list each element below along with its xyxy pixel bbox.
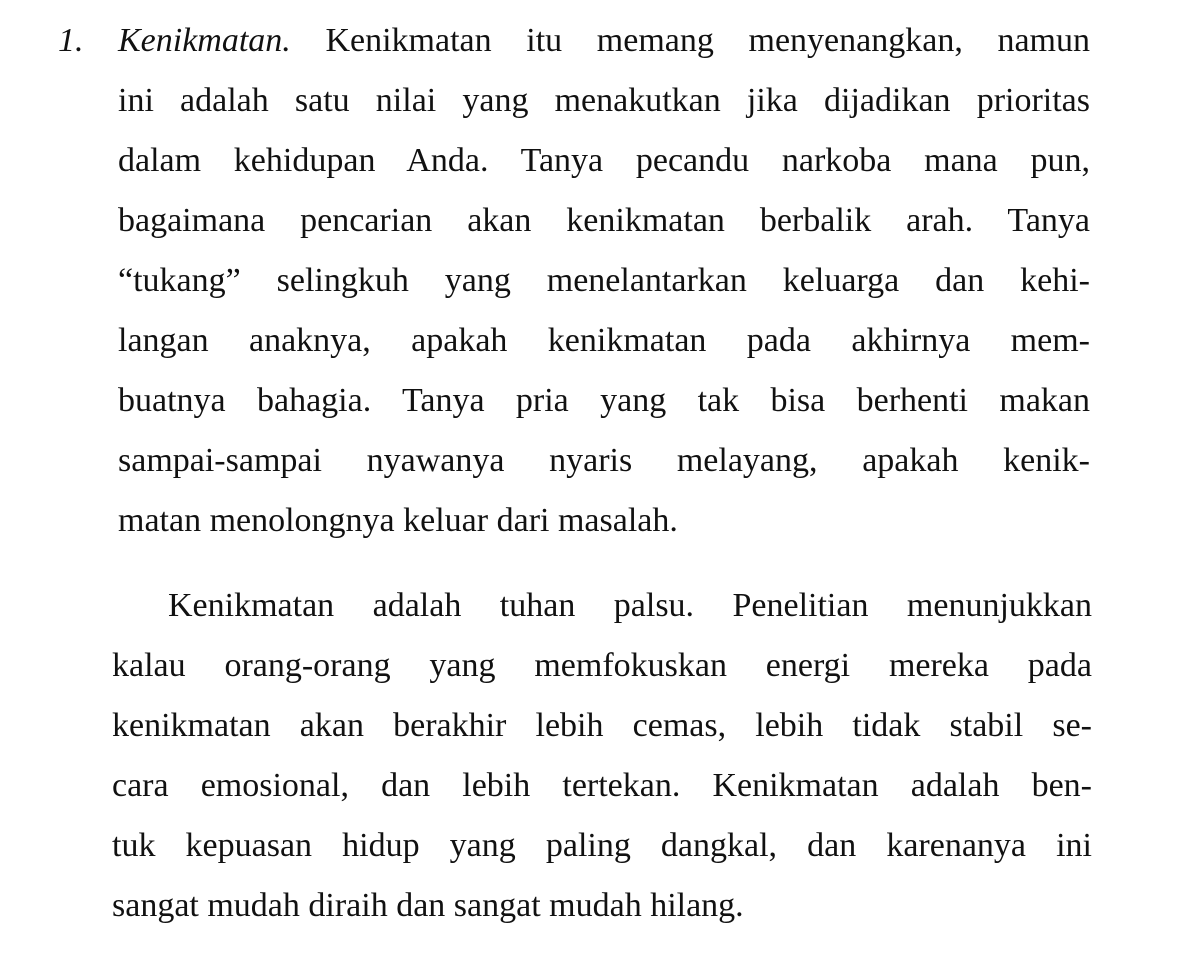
term-heading: Kenikmatan. xyxy=(118,22,291,59)
paragraph-line: tuk kepuasan hidup yang paling dangkal, dan karenanya ini xyxy=(112,827,1092,864)
paragraph-line: ini adalah satu nilai yang menakutkan jika dijadikan prioritas xyxy=(118,82,1090,119)
paragraph-line: kalau orang-orang yang memfokuskan energi mereka pada xyxy=(112,647,1092,684)
first-line-text: Kenikmatan itu memang menyenangkan, namun xyxy=(290,22,1090,59)
paragraph-tuhan-palsu xyxy=(112,583,1092,943)
paragraph-line: langan anaknya, apakah kenikmatan pada akhirnya mem- xyxy=(118,322,1090,359)
paragraph-line: buatnya bahagia. Tanya pria yang tak bisa berhenti makan xyxy=(118,382,1090,419)
paragraph-line: matan menolongnya keluar dari masalah. xyxy=(118,502,678,539)
paragraph-line: “tukang” selingkuh yang menelantarkan keluarga dan kehi- xyxy=(118,262,1090,299)
paragraph-line: sampai-sampai nyawanya nyaris melayang, apakah kenik- xyxy=(118,442,1090,479)
paragraph-line: bagaimana pencarian akan kenikmatan berbalik arah. Tanya xyxy=(118,202,1090,239)
paragraph-line: dalam kehidupan Anda. Tanya pecandu narkoba mana pun, xyxy=(118,142,1090,179)
paragraph-kenikmatan xyxy=(118,18,1090,558)
paragraph-line: Kenikmatan adalah tuhan palsu. Penelitian menunjukkan xyxy=(168,587,1092,624)
paragraph-line: cara emosional, dan lebih tertekan. Kenikmatan adalah ben- xyxy=(112,767,1092,804)
paragraph-line: sangat mudah diraih dan sangat mudah hilang. xyxy=(112,887,744,924)
list-item-number: 1. xyxy=(58,22,84,59)
paragraph-line: kenikmatan akan berakhir lebih cemas, lebih tidak stabil se- xyxy=(112,707,1092,744)
paragraph-line xyxy=(118,18,1090,78)
